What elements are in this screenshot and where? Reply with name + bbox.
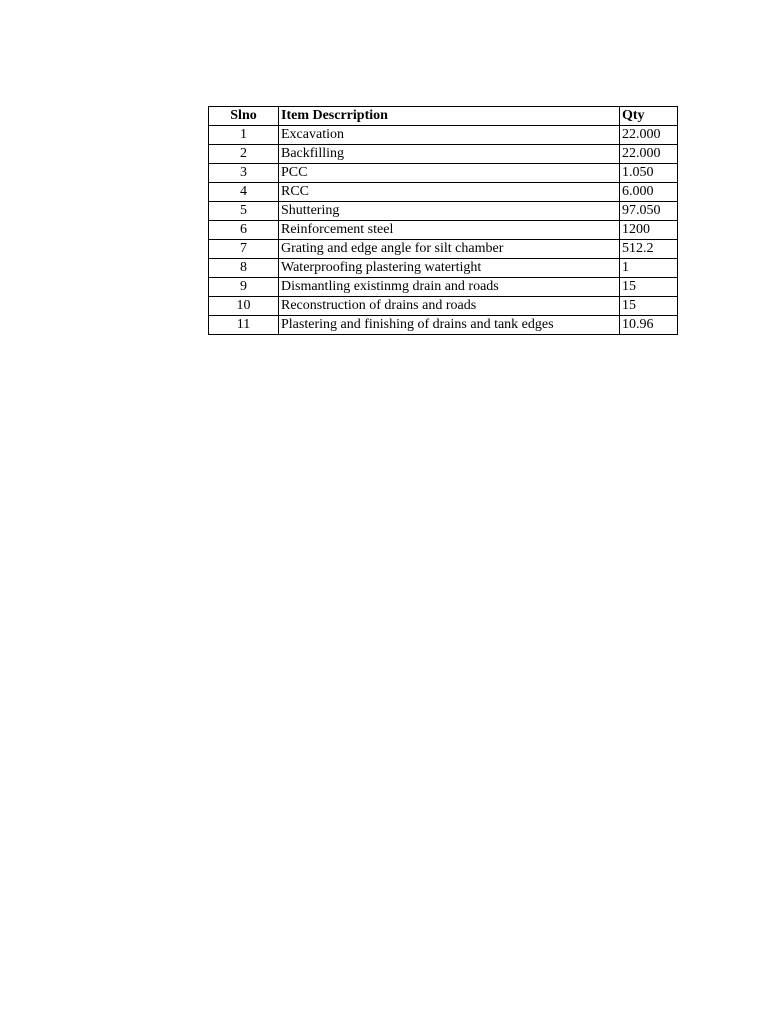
header-item-description: Item Descrription (279, 107, 620, 126)
cell-description: Reconstruction of drains and roads (279, 297, 620, 316)
cell-description: Waterproofing plastering watertight (279, 259, 620, 278)
cell-slno: 2 (209, 145, 279, 164)
cell-slno: 9 (209, 278, 279, 297)
cell-description: Dismantling existinmg drain and roads (279, 278, 620, 297)
quantities-table (208, 106, 678, 335)
cell-qty: 1.050 (620, 164, 678, 183)
cell-qty: 10.96 (620, 316, 678, 335)
cell-slno: 7 (209, 240, 279, 259)
cell-qty: 15 (620, 278, 678, 297)
table-row (209, 145, 678, 164)
cell-description: Plastering and finishing of drains and tank edges (279, 316, 620, 335)
cell-description: RCC (279, 183, 620, 202)
cell-slno: 11 (209, 316, 279, 335)
table-row (209, 259, 678, 278)
cell-qty: 22.000 (620, 145, 678, 164)
cell-description: Backfilling (279, 145, 620, 164)
cell-qty: 22.000 (620, 126, 678, 145)
cell-slno: 5 (209, 202, 279, 221)
table-row (209, 202, 678, 221)
cell-slno: 3 (209, 164, 279, 183)
table-row (209, 316, 678, 335)
cell-qty: 1200 (620, 221, 678, 240)
cell-description: PCC (279, 164, 620, 183)
cell-qty: 512.2 (620, 240, 678, 259)
cell-slno: 8 (209, 259, 279, 278)
table-row (209, 221, 678, 240)
cell-description: Grating and edge angle for silt chamber (279, 240, 620, 259)
table-row (209, 278, 678, 297)
table-row (209, 126, 678, 145)
cell-description: Shuttering (279, 202, 620, 221)
cell-qty: 15 (620, 297, 678, 316)
cell-qty: 1 (620, 259, 678, 278)
cell-description: Excavation (279, 126, 620, 145)
header-slno: Slno (209, 107, 279, 126)
cell-qty: 6.000 (620, 183, 678, 202)
table-row (209, 183, 678, 202)
cell-description: Reinforcement steel (279, 221, 620, 240)
header-qty: Qty (620, 107, 678, 126)
table-row (209, 297, 678, 316)
cell-qty: 97.050 (620, 202, 678, 221)
cell-slno: 1 (209, 126, 279, 145)
cell-slno: 10 (209, 297, 279, 316)
table-header-row (209, 107, 678, 126)
table-row (209, 240, 678, 259)
cell-slno: 6 (209, 221, 279, 240)
table-row (209, 164, 678, 183)
cell-slno: 4 (209, 183, 279, 202)
